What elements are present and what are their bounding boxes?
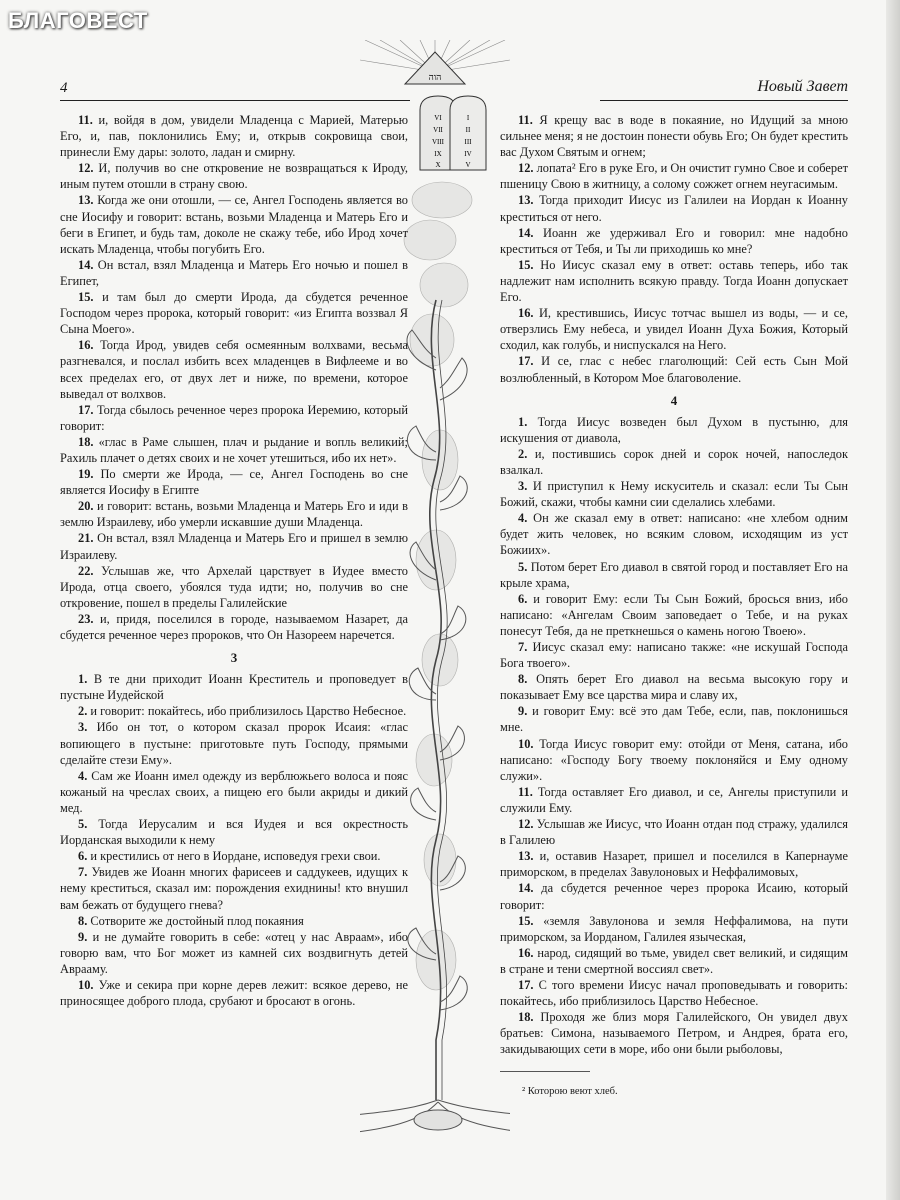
header-rule-left xyxy=(60,100,410,101)
verse-number: 6. xyxy=(518,591,528,606)
verse xyxy=(500,192,848,224)
verse-text: Сам же Иоанн имел одежду из верблюжьего волоса и пояс кожаный на чреслах своих, а пищею его были акриды и дикий мед. xyxy=(60,768,408,815)
verse-text: И се, глас с небес глаголющий: Сей есть Сын Мой возлюбленный, в Котором Мое благоволение. xyxy=(500,354,848,385)
verse xyxy=(500,112,848,160)
verse-text: Иоанн же удерживал Его и говорил: мне надобно креститься от Тебя, и Ты ли приходишь ко мне? xyxy=(500,225,848,256)
verse-number: 21. xyxy=(78,531,94,546)
verse-number: 12. xyxy=(518,817,534,832)
verse-text: Проходя же близ моря Галилейского, Он увидел двух братьев: Симона, называемого Петром, и Андрея, брата его, закидывающих сети в море, ибо они были рыболовы, xyxy=(500,1010,848,1057)
verse-text: Тогда сбылось реченное через пророка Иеремию, который говорит: xyxy=(60,402,408,433)
verse-number: 7. xyxy=(518,640,528,654)
verse-number: 7. xyxy=(78,865,88,880)
verse xyxy=(60,703,408,719)
tablet-numeral: I xyxy=(466,114,470,122)
verse-text: и, войдя в дом, увидели Младенца с Марией, Матерью Его, и, пав, поклонились Ему; и, открыв сокровища свои, принесли Ему дары: золото, ладан и смирну. xyxy=(60,113,408,160)
verse-number: 12. xyxy=(518,161,534,176)
verse xyxy=(60,434,408,466)
verse-number: 11. xyxy=(78,113,93,127)
verse-text: Но Иисус сказал ему в ответ: оставь теперь, ибо так надлежит нам исполнить всякую правду. Тогда Иоанн допускает Его. xyxy=(500,257,848,305)
verse-text: и говорит Ему: всё это дам Тебе, если, пав, поклонишься мне. xyxy=(500,704,848,735)
verse xyxy=(500,639,848,671)
verse-number: 16. xyxy=(518,306,534,321)
verse xyxy=(60,257,408,289)
verse-text: Увидев же Иоанн многих фарисеев и саддукеев, идущих к нему креститься, сказал им: порождения ехиднины! кто внушил вам бежать от будущего гнева? xyxy=(60,865,408,912)
verse-number: 2. xyxy=(518,446,528,461)
verse-number: 15. xyxy=(518,257,534,272)
verse-text: Сотворите же достойный плод покаяния xyxy=(87,913,304,928)
verse-number: 13. xyxy=(518,193,534,208)
verse-text: По смерти же Ирода, — се, Ангел Господень во сне является Иосифу в Египте xyxy=(60,467,408,498)
header-rule-right xyxy=(600,100,848,101)
chapter-number: 3 xyxy=(230,650,238,666)
verse xyxy=(500,225,848,257)
verse-number: 20. xyxy=(78,499,94,514)
verse xyxy=(500,848,848,880)
verse xyxy=(500,945,848,977)
verse xyxy=(60,611,408,643)
running-title: Новый Завет xyxy=(757,78,848,95)
verse-text: и, придя, поселился в городе, называемом Назарет, да сбудется реченное через пророков, что Он Назореем наречется. xyxy=(60,611,408,642)
tablet-numeral: III xyxy=(464,138,472,146)
verse xyxy=(500,559,848,591)
verse-text: И приступил к Нему искуситель и сказал: если Ты Сын Божий, скажи, чтобы камни сии сделались хлебами. xyxy=(500,479,848,510)
verse xyxy=(60,929,408,977)
verse xyxy=(60,671,408,703)
tablet-numeral: VII xyxy=(433,126,443,134)
verse-number: 5. xyxy=(518,559,528,574)
verse xyxy=(500,703,848,735)
verse-text: И, крестившись, Иисус тотчас вышел из воды, — и се, отверзлись Ему небеса, и увидел Иоанн Духа Божия, Который сходил, как голубь, и ниспускался на Него. xyxy=(500,306,848,353)
verse-number: 12. xyxy=(78,161,94,176)
verse-text: Тогда Иисус говорит ему: отойди от Меня, сатана, ибо написано: «Господу Богу твоему поклоняйся и Ему одному служи». xyxy=(500,736,848,783)
verse-number: 13. xyxy=(518,849,534,864)
verse-number: 15. xyxy=(518,913,534,928)
roots-base xyxy=(360,1100,510,1138)
verse xyxy=(60,848,408,864)
tablet-numeral: V xyxy=(465,161,471,169)
verse-text: Тогда Иерусалим и вся Иудея и вся окрестность Иорданская выходили к нему xyxy=(60,817,408,848)
verse-number: 10. xyxy=(518,736,534,751)
verse-number: 17. xyxy=(518,977,534,992)
verse-text: Опять берет Его диавол на весьма высокую гору и показывает Ему все царства мира и славу их, xyxy=(500,672,848,703)
tablet-numeral: VIII xyxy=(431,138,445,146)
verse xyxy=(60,913,408,929)
verse-number: 2. xyxy=(78,704,88,719)
glory-hebrew-text: הוה xyxy=(428,72,442,82)
verse-text: Иисус сказал ему: написано также: «не искушай Господа Бога твоего». xyxy=(500,640,848,671)
verse xyxy=(500,736,848,784)
verse-number: 19. xyxy=(78,467,94,482)
verse xyxy=(60,816,408,848)
tablet-numeral: II xyxy=(465,126,471,134)
verse-number: 14. xyxy=(518,225,534,240)
left-text-column xyxy=(60,112,408,1009)
stone-tablets xyxy=(420,96,486,170)
verse-number: 18. xyxy=(78,434,94,449)
verse xyxy=(500,353,848,385)
verse-text: Уже и секира при корне дерев лежит: всякое дерево, не приносящее доброго плода, срубают и бросают в огонь. xyxy=(60,977,408,1009)
chapter-number: 4 xyxy=(670,392,678,408)
page-edge xyxy=(886,0,900,1200)
verse-number: 8. xyxy=(78,913,88,928)
verse-text: и говорит: покайтесь, ибо приблизилось Царство Небесное. xyxy=(87,704,407,719)
verse xyxy=(60,402,408,434)
verse-number: 16. xyxy=(78,338,94,353)
verse-text: и говорит: встань, возьми Младенца и Матерь Его и иди в землю Израилеву, ибо умерли искавшие души Младенца. xyxy=(60,499,408,530)
verse-number: 10. xyxy=(78,977,94,992)
verse xyxy=(60,719,408,767)
verse-number: 8. xyxy=(518,672,528,687)
verse-text: Когда же они отошли, — се, Ангел Господень является во сне Иосифу и говорит: встань, возьми Младенца и Матерь Его и беги в Египет, и будь там, доколе не скажу тебе, ибо Ирод хочет искать Младенца, чтобы погубить Его. xyxy=(60,193,408,256)
verse-text: Тогда оставляет Его диавол, и се, Ангелы приступили и служили Ему. xyxy=(500,784,848,815)
verse xyxy=(60,112,408,160)
verse-number: 22. xyxy=(78,563,94,578)
verse-number: 18. xyxy=(518,1010,534,1025)
tablet-numeral: X xyxy=(435,161,441,169)
verse-text: В те дни приходит Иоанн Креститель и проповедует в пустыне Иудейской xyxy=(60,672,408,703)
verse-number: 1. xyxy=(518,414,528,429)
tablet-numeral: IX xyxy=(434,150,442,158)
verse xyxy=(500,880,848,912)
verse-number: 15. xyxy=(78,290,94,305)
verse-number: 13. xyxy=(78,193,94,208)
verse-text: Я крещу вас в воде в покаяние, но Идущий за мною сильнее меня; я не достоин понести обувь Его; Он будет крестить вас Духом Святым и огнем; xyxy=(500,113,848,160)
verse-text: и говорит Ему: если Ты Сын Божий, бросься вниз, ибо написано: «Ангелам Своим заповедает о Тебе, и на руках понесут Тебя, да не преткнешься о камень ногою Твоею». xyxy=(500,591,848,638)
footnote: ² Которою веют хлеб. xyxy=(522,1086,618,1098)
verse-number: 16. xyxy=(518,945,534,960)
verse-text: да сбудется реченное через пророка Исаию, который говорит: xyxy=(500,881,848,912)
verse-number: 3. xyxy=(78,720,88,735)
verse xyxy=(60,530,408,562)
verse-number: 5. xyxy=(78,817,88,832)
verse-number: 6. xyxy=(78,849,88,864)
verse xyxy=(60,192,408,256)
verse xyxy=(60,289,408,337)
verse xyxy=(60,768,408,816)
verse-number: 14. xyxy=(518,881,534,896)
verse-text: С того времени Иисус начал проповедывать и говорить: покайтесь, ибо приблизилось Царство Небесное. xyxy=(500,977,848,1009)
verse xyxy=(60,160,408,192)
verse-number: 4. xyxy=(78,768,88,783)
verse-text: и, постившись сорок дней и сорок ночей, напоследок взалкал. xyxy=(500,446,848,477)
verse-number: 3. xyxy=(518,479,528,494)
tablet-numeral: VI xyxy=(434,114,442,122)
verse-text: и не думайте говорить в себе: «отец у нас Авраам», ибо говорю вам, что Бог может из камней сих воздвигнуть детей Аврааму. xyxy=(60,929,408,976)
verse xyxy=(500,913,848,945)
verse-text: Тогда приходит Иисус из Галилеи на Иордан к Иоанну креститься от него. xyxy=(500,193,848,224)
verse xyxy=(500,478,848,510)
verse xyxy=(500,784,848,816)
verse-number: 9. xyxy=(78,929,88,944)
verse-text: и крестились от него в Иордане, исповедуя грехи свои. xyxy=(87,849,381,864)
verse-text: Он встал, взял Младенца и Матерь Его и пришел в землю Израилеву. xyxy=(60,531,408,562)
verse-text: Тогда Иисус возведен был Духом в пустыню, для искушения от диавола, xyxy=(500,414,848,445)
verse xyxy=(60,977,408,1009)
verse xyxy=(60,337,408,401)
verse-text: Услышав же Иисус, что Иоанн отдан под стражу, удалился в Галилею xyxy=(500,817,848,848)
verse xyxy=(60,498,408,530)
verse xyxy=(500,510,848,558)
verse xyxy=(500,816,848,848)
verse-text: Потом берет Его диавол в святой город и поставляет Его на крыле храма, xyxy=(500,559,848,590)
verse-text: Он встал, взял Младенца и Матерь Его ночью и пошел в Египет, xyxy=(60,257,408,288)
verse-text: И, получив во сне откровение не возвращаться к Ироду, иным путем отошли в страну свою. xyxy=(60,161,408,192)
verse-number: 4. xyxy=(518,511,528,526)
verse-number: 1. xyxy=(78,672,88,687)
publisher-watermark: БЛАГОВЕСТ xyxy=(8,8,148,33)
right-text-column xyxy=(500,112,848,1101)
verse-text: и, оставив Назарет, пришел и поселился в Капернауме приморском, в пределах Завулоновых и Неффалимовых, xyxy=(500,849,848,880)
verse-number: 17. xyxy=(518,354,534,369)
verse xyxy=(500,1009,848,1057)
verse-text: и там был до смерти Ирода, да сбудется реченное Господом через пророка, который говорит: «из Египта воззвал Я Сына Моего». xyxy=(60,290,408,337)
verse xyxy=(500,977,848,1009)
verse xyxy=(500,305,848,353)
verse-number: 11. xyxy=(518,784,533,799)
verse-number: 23. xyxy=(78,611,94,626)
verse-number: 11. xyxy=(518,113,533,127)
tablet-numeral: IV xyxy=(464,150,472,158)
verse-text: лопата² Его в руке Его, и Он очистит гумно Свое и соберет пшеницу Свою в житницу, а солому сожжет огнем неугасимым. xyxy=(500,161,848,192)
verse xyxy=(60,864,408,912)
verse-text: Услышав же, что Архелай царствует в Иудее вместо Ирода, отца своего, убоялся туда идти; но, получив во сне откровение, пошел в пределы Галилейские xyxy=(60,563,408,610)
verse-text: Тогда Ирод, увидев себя осмеянным волхвами, весьма разгневался, и послал избить всех младенцев в Вифлееме и во всех пределах его, от двух лет и ниже, по времени, которое выведал от волхвов. xyxy=(60,338,408,401)
verse-number: 17. xyxy=(78,402,94,417)
page-number: 4 xyxy=(60,80,68,96)
verse xyxy=(60,466,408,498)
verse xyxy=(500,446,848,478)
verse xyxy=(500,671,848,703)
verse-text: Ибо он тот, о котором сказал пророк Исаия: «глас вопиющего в пустыне: приготовьте путь Господу, прямыми сделайте стези Ему». xyxy=(60,720,408,767)
verse xyxy=(60,563,408,611)
verse-number: 9. xyxy=(518,704,528,719)
verse-text: Он же сказал ему в ответ: написано: «не хлебом одним будет жить человек, но всяким словом, исходящим из уст Божиих». xyxy=(500,511,848,558)
verse-number: 14. xyxy=(78,257,94,272)
footnote-rule xyxy=(500,1071,590,1072)
verse-text: «глас в Раме слышен, плач и рыдание и вопль великий; Рахиль плачет о детях своих и не хочет утешиться, ибо их нет». xyxy=(60,434,408,465)
verse-text: «земля Завулонова и земля Неффалимова, на пути приморском, за Иорданом, Галилея языческая, xyxy=(500,913,848,944)
verse xyxy=(500,257,848,305)
verse xyxy=(500,414,848,446)
verse-text: народ, сидящий во тьме, увидел свет великий, и сидящим в стране и тени смертной воссиял свет». xyxy=(500,945,848,976)
verse xyxy=(500,591,848,639)
verse xyxy=(500,160,848,192)
